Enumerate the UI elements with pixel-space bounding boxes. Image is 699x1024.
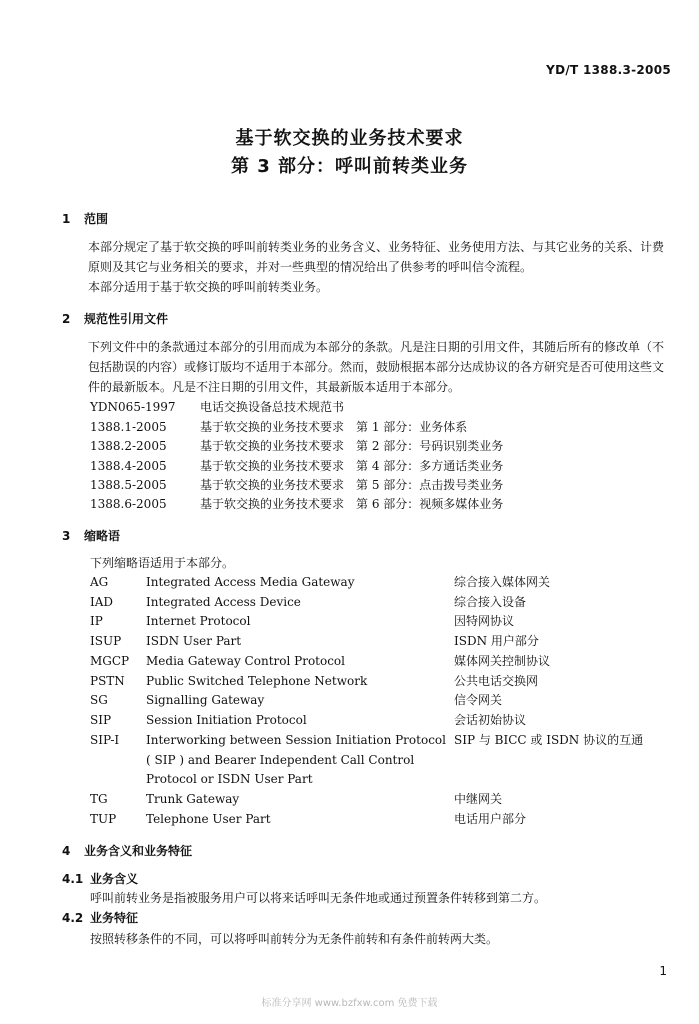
abbr-english: Integrated Access Media Gateway bbox=[146, 575, 355, 589]
abbr-english: ISDN User Part bbox=[146, 634, 242, 648]
abbr-code: SG bbox=[90, 693, 108, 707]
abbr-code: SIP-I bbox=[90, 733, 120, 747]
abbr-chinese: 公共电话交换网 bbox=[454, 674, 539, 688]
section-number: 3 bbox=[62, 529, 71, 543]
watermark: 标准分享网 www.bzfxw.com 免费下载 bbox=[261, 998, 438, 1009]
abbr-chinese: 因特网协议 bbox=[454, 614, 515, 628]
section-4-1-text: 呼叫前转业务是指被服务用户可以将来话呼叫无条件地或通过预置条件转移到第二方。 bbox=[90, 891, 547, 905]
section-title: 业务特征 bbox=[90, 911, 139, 925]
paragraph: 下列文件中的条款通过本部分的引用而成为本部分的条款。凡是注日期的引用文件，其随后所有的修改单（不包括勘误的内容）或修订版均不适用于本部分。然而，鼓励根据本部分达成协议的各方研究是否可使用这些文件的最新版本。凡是不注日期的引用文件，其最新版本适用于本部分。 bbox=[88, 340, 665, 394]
abbreviations-intro: 下列缩略语适用于本部分。 bbox=[90, 556, 235, 570]
abbr-english: ( SIP ) and Bearer Independent Call Control bbox=[146, 753, 415, 767]
section-number: 4.1 bbox=[62, 872, 84, 886]
section-4-heading bbox=[62, 842, 192, 859]
section-title: 业务含义和业务特征 bbox=[84, 844, 193, 858]
reference-title: 基于软交换的业务技术要求 第 5 部分：点击拨号类业务 bbox=[200, 478, 504, 492]
paragraph: 本部分适用于基于软交换的呼叫前转类业务。 bbox=[88, 280, 329, 294]
section-title: 缩略语 bbox=[84, 529, 121, 543]
abbr-chinese: SIP 与 BICC 或 ISDN 协议的互通 bbox=[454, 733, 644, 747]
reference-title: 基于软交换的业务技术要求 第 1 部分：业务体系 bbox=[200, 420, 468, 434]
abbr-english: Integrated Access Device bbox=[146, 595, 301, 609]
section-4-2-text: 按照转移条件的不同，可以将呼叫前转分为无条件前转和有条件前转两大类。 bbox=[90, 932, 499, 946]
section-number: 4.2 bbox=[62, 911, 84, 925]
abbr-english: Media Gateway Control Protocol bbox=[146, 654, 345, 668]
abbr-chinese: 综合接入设备 bbox=[454, 595, 527, 609]
abbr-chinese: 媒体网关控制协议 bbox=[454, 654, 551, 668]
abbr-code: PSTN bbox=[90, 674, 125, 688]
abbr-english: Signalling Gateway bbox=[146, 693, 265, 707]
abbr-code: IAD bbox=[90, 595, 114, 609]
abbr-english: Interworking between Session Initiation Protocol bbox=[146, 733, 446, 747]
section-1-body bbox=[64, 237, 670, 297]
section-number: 4 bbox=[62, 844, 71, 858]
section-4-1-heading bbox=[62, 870, 138, 887]
abbr-chinese: 电话用户部分 bbox=[454, 812, 527, 826]
reference-title: 基于软交换的业务技术要求 第 6 部分：视频多媒体业务 bbox=[200, 497, 504, 511]
abbr-code: TUP bbox=[90, 812, 117, 826]
paragraph: 本部分规定了基于软交换的呼叫前转类业务的业务含义、业务特征、业务使用方法、与其它业务的关系、计费原则及其它与业务相关的要求，并对一些典型的情况给出了供参考的呼叫信令流程。 bbox=[88, 240, 665, 274]
abbr-english: Trunk Gateway bbox=[146, 792, 240, 806]
abbr-code: MGCP bbox=[90, 654, 130, 668]
abbr-english: Session Initiation Protocol bbox=[146, 713, 307, 727]
abbr-code: IP bbox=[90, 614, 103, 628]
reference-code: 1388.6-2005 bbox=[90, 497, 167, 511]
section-number: 1 bbox=[62, 212, 71, 226]
section-title: 范围 bbox=[84, 212, 109, 226]
reference-code: YDN065-1997 bbox=[90, 400, 176, 414]
reference-title: 基于软交换的业务技术要求 第 2 部分：号码识别类业务 bbox=[200, 439, 504, 453]
abbr-chinese: 中继网关 bbox=[454, 792, 503, 806]
abbr-english: Public Switched Telephone Network bbox=[146, 674, 368, 688]
section-2-heading bbox=[62, 310, 168, 327]
page-number: 1 bbox=[659, 964, 667, 978]
abbr-chinese: ISDN 用户部分 bbox=[454, 634, 539, 648]
document-title-line2: 第 3 部分：呼叫前转类业务 bbox=[230, 156, 469, 177]
section-2-body bbox=[64, 337, 670, 397]
reference-code: 1388.1-2005 bbox=[90, 420, 167, 434]
abbr-code: SIP bbox=[90, 713, 112, 727]
section-3-heading bbox=[62, 527, 120, 544]
document-title-line1: 基于软交换的业务技术要求 bbox=[235, 128, 464, 149]
abbr-code: ISUP bbox=[90, 634, 122, 648]
abbr-chinese: 综合接入媒体网关 bbox=[454, 575, 551, 589]
reference-code: 1388.4-2005 bbox=[90, 459, 167, 473]
reference-code: 1388.5-2005 bbox=[90, 478, 167, 492]
section-number: 2 bbox=[62, 312, 71, 326]
reference-title: 电话交换设备总技术规范书 bbox=[200, 400, 345, 414]
section-title: 业务含义 bbox=[90, 872, 139, 886]
abbr-code: TG bbox=[90, 792, 108, 806]
section-title: 规范性引用文件 bbox=[84, 312, 169, 326]
standard-code: YD/T 1388.3-2005 bbox=[546, 63, 671, 77]
abbr-code: AG bbox=[90, 575, 109, 589]
abbr-english: Internet Protocol bbox=[146, 614, 251, 628]
section-1-heading bbox=[62, 210, 108, 227]
reference-code: 1388.2-2005 bbox=[90, 439, 167, 453]
abbr-english: Telephone User Part bbox=[146, 812, 271, 826]
reference-title: 基于软交换的业务技术要求 第 4 部分：多方通话类业务 bbox=[200, 459, 504, 473]
abbr-chinese: 会话初始协议 bbox=[454, 713, 527, 727]
abbr-english: Protocol or ISDN User Part bbox=[146, 772, 313, 786]
abbr-chinese: 信令网关 bbox=[454, 693, 503, 707]
section-4-2-heading bbox=[62, 909, 138, 926]
